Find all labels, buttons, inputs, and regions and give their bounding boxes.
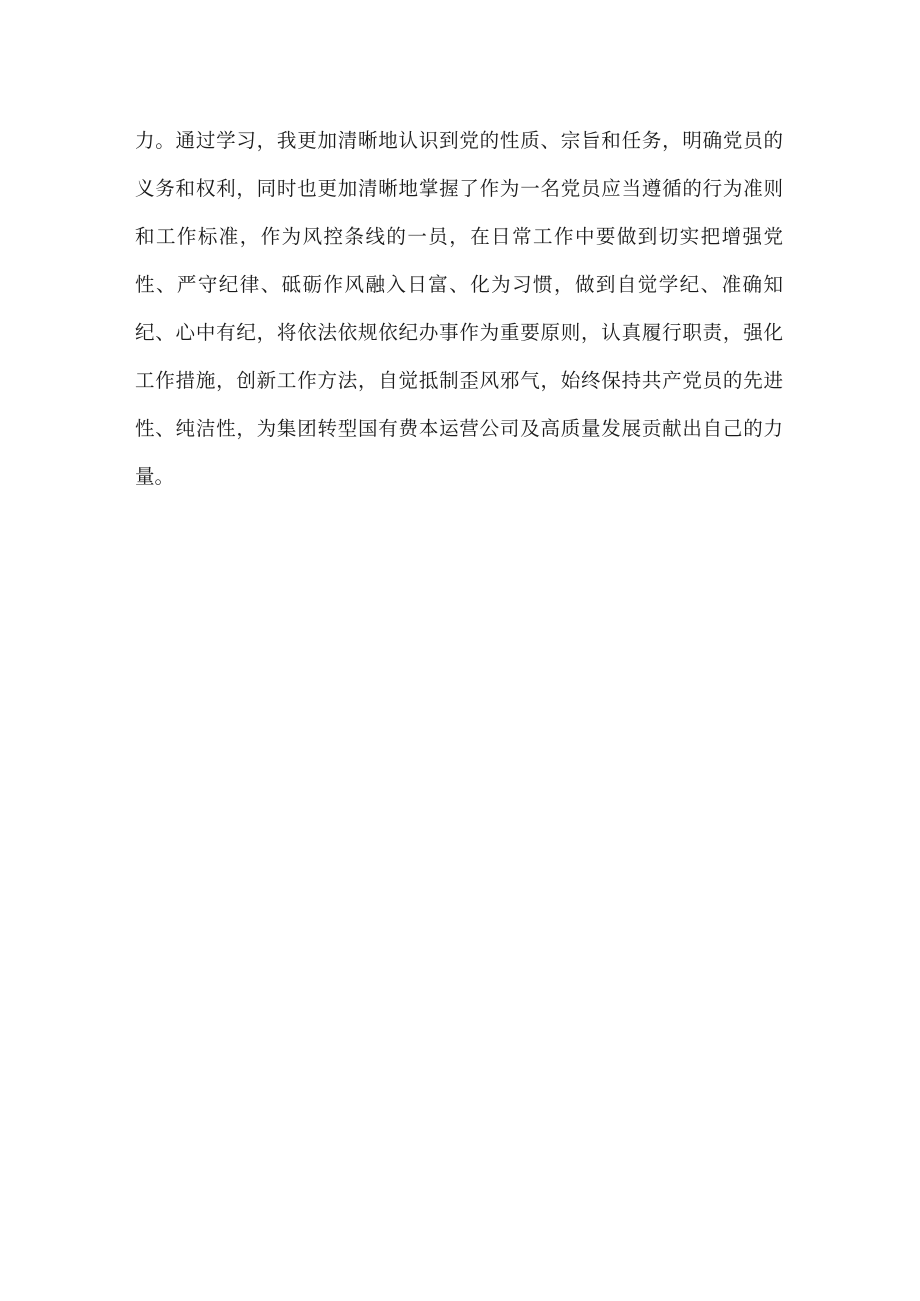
paragraph-line-5: 纪、心中有纪，将依法依规依纪办事作为重要原则，认真履行职责，强化: [135, 321, 783, 344]
paragraph-line-8: 量。: [135, 465, 175, 488]
paragraph-line-6: 工作措施，创新工作方法，自觉抵制歪风邪气，始终保持共产党员的先进: [135, 369, 783, 392]
paragraph-line-4: 性、严守纪律、砥砺作风融入日富、化为习惯，做到自觉学纪、准确知: [135, 273, 783, 296]
paragraph-line-7: 性、纯洁性，为集团转型国有费本运营公司及高质量发展贡献出自己的力: [135, 417, 783, 440]
paragraph-line-1: 力。通过学习，我更加清晰地认识到党的性质、宗旨和任务，明确党员的: [135, 129, 783, 152]
body-paragraph: [135, 122, 783, 506]
paragraph-line-2: 义务和权利，同时也更加清晰地掌握了作为一名党员应当遵循的行为准则: [135, 177, 783, 200]
paragraph-line-3: 和工作标准，作为风控条线的一员，在日常工作中要做到切实把增强党: [135, 225, 783, 248]
